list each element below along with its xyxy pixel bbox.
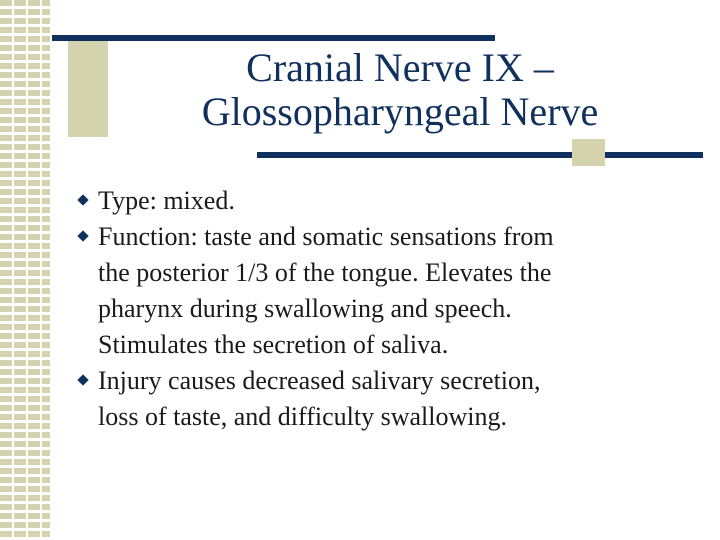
bullet-line: Injury causes decreased salivary secretion, [98, 366, 541, 395]
bullet-line: Stimulates the secretion of saliva. [98, 330, 449, 359]
left-decorative-stripes [0, 0, 50, 540]
bullet-list [78, 183, 698, 435]
bullet-line: Function: taste and somatic sensations from [98, 222, 554, 251]
slide-title-line-2: Glossopharyngeal Nerve [201, 89, 599, 134]
diamond-bullet-icon [77, 374, 88, 385]
diamond-bullet-icon [77, 194, 88, 205]
bullet-line: pharynx during swallowing and speech. [98, 294, 512, 323]
title-rule-bottom [257, 152, 703, 158]
bullet-item-injury [78, 363, 698, 435]
title-accent-block-right [572, 139, 605, 166]
title-rule-top [52, 35, 495, 41]
bullet-text [98, 183, 698, 219]
bullet-item-type [78, 183, 698, 219]
diamond-bullet-icon [77, 230, 88, 241]
slide-title-line-1: Cranial Nerve IX – [246, 45, 554, 90]
bullet-line: Type: mixed. [98, 186, 235, 215]
bullet-item-function [78, 219, 698, 363]
bullet-text [98, 363, 698, 435]
bullet-line: the posterior 1/3 of the tongue. Elevates the [98, 258, 552, 287]
slide-title [150, 46, 650, 134]
title-accent-block-left [68, 40, 108, 137]
bullet-text [98, 219, 698, 363]
bullet-line: loss of taste, and difficulty swallowing. [98, 402, 507, 431]
